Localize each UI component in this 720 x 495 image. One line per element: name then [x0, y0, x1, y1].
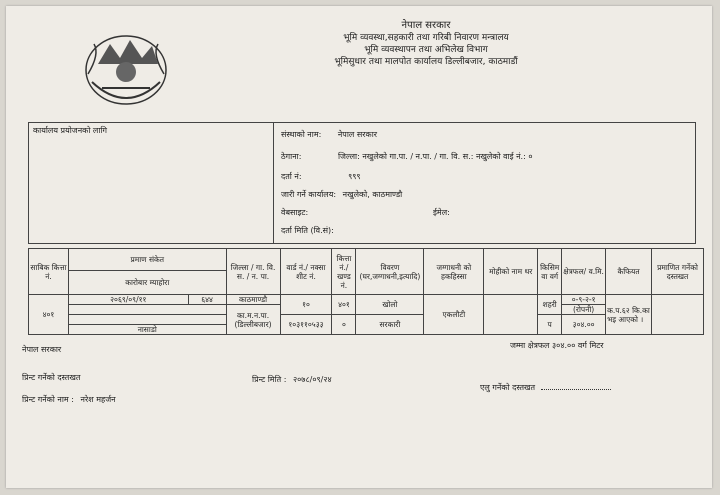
header-ministry: भूमि व्यवस्था,सहकारी तथा गरिबी निवारण मन्त्रालय — [343, 33, 509, 43]
reg-no-label: दर्ता नं: — [281, 172, 302, 181]
header-serial: साबिक कित्ता नं. — [29, 249, 69, 295]
reg-no-value: ९९९ — [348, 172, 361, 181]
organization-info-box — [28, 122, 696, 244]
cell-area-c: ३०४.०० — [562, 315, 606, 335]
cell-verifier — [652, 295, 704, 335]
issuing-office-row — [281, 189, 402, 200]
org-name-value: नेपाल सरकार — [337, 130, 378, 139]
cell-empty — [68, 315, 226, 325]
print-name-value: नरेश महर्जन — [80, 395, 116, 404]
header-ward: वार्ड नं./ नक्सा शीट नं. — [280, 249, 332, 295]
issuing-office-value: नखुलेको, काठमाण्डौ — [342, 190, 403, 199]
cell-ward: १० — [280, 295, 332, 315]
header-area: क्षेत्रफल/ व.मि. — [562, 249, 606, 295]
address-row — [281, 151, 532, 162]
print-name-row — [22, 394, 116, 405]
cell-tenant — [484, 295, 538, 335]
cell-area-a: ०-९-२-१ — [562, 295, 606, 305]
cell-area-b: (रोपनी) — [562, 305, 606, 315]
cell-khand: ० — [332, 315, 356, 335]
reg-no-row — [281, 171, 361, 182]
cell-land-type-a: शहरी — [538, 295, 562, 315]
user-signature-label — [480, 382, 611, 393]
cell-remarks: क.प.६२ कि.का भइ आएको । — [606, 295, 652, 335]
cell-serial: ४०१ — [29, 295, 69, 335]
org-name-label: संस्थाको नाम: — [281, 130, 322, 139]
header-certificate: प्रमाण संकेत — [68, 249, 226, 271]
header-verifier: प्रमाणित गर्नेको दस्तखत — [652, 249, 704, 295]
header-remarks: कैफियत — [606, 249, 652, 295]
header-office: भूमिसुधार तथा मालपोत कार्यालय डिल्लीबजार, काठमाडौं — [334, 57, 518, 67]
table-row — [29, 315, 704, 325]
org-name-row — [281, 129, 377, 140]
issuing-office-label: जारी गर्ने कार्यालय: — [281, 190, 337, 199]
header-details: विवरण (घर,जग्गाधनी,इत्यादि) — [356, 249, 424, 295]
table-row — [29, 295, 704, 305]
header-department: भूमि व्यवस्थापन तथा अभिलेख विभाग — [364, 45, 488, 55]
cell-details-c: नासाडो — [68, 325, 226, 335]
print-date-row — [252, 374, 332, 385]
reg-date-label: दर्ता मिति (वि.सं): — [281, 226, 334, 235]
table-header-row — [29, 249, 704, 271]
email-row — [433, 207, 450, 218]
cell-district: काठमाण्डौ — [226, 295, 280, 305]
cell-owner-share: एकलौटी — [424, 295, 484, 335]
website-label: वेबसाइट: — [281, 208, 309, 217]
print-date-value: २०७८/०९/२४ — [292, 375, 332, 384]
header-tenant: मोहीको नाम थर — [484, 249, 538, 295]
header-office-date: कारोबार म्याहोरा — [68, 271, 226, 295]
user-signature-text: एलु गर्नेको दस्तखत — [480, 383, 536, 392]
cell-map-sheet: १०३११०५३३ — [280, 315, 332, 335]
print-name-label: प्रिन्ट गर्नेको नाम : — [22, 395, 74, 404]
email-label: ईमेल: — [433, 208, 450, 217]
header-land-type: किसिम वा वर्ग — [538, 249, 562, 295]
print-date-label: प्रिन्ट मिति : — [252, 375, 287, 384]
cell-details-b: सरकारी — [356, 315, 424, 335]
footer-government: नेपाल सरकार — [22, 345, 62, 354]
header-district: जिल्ला / गा. वि. स. / न. पा. — [226, 249, 280, 295]
document-header — [256, 20, 596, 68]
office-use-label: कार्यालय प्रयोजनको लागि — [33, 126, 108, 135]
nepal-emblem-icon — [80, 24, 172, 110]
header-government: नेपाल सरकार — [401, 20, 451, 31]
cell-date: २०६९/०९/११ — [68, 295, 188, 305]
cell-plot: ४०१ — [332, 295, 356, 315]
reg-date-row — [281, 225, 334, 236]
header-plot: कित्ता नं./ खण्ड नं. — [332, 249, 356, 295]
document-sheet — [6, 6, 712, 488]
cell-empty — [68, 305, 226, 315]
cell-land-type-b: प — [538, 315, 562, 335]
address-label: ठेगाना: — [281, 152, 302, 161]
office-use-column — [29, 123, 274, 243]
address-value: जिल्ला: नखुलेको गा.पा. / न.पा. / गा. वि. स.: नखुलेको वाई नं.: ० — [337, 152, 533, 161]
website-row — [281, 207, 308, 218]
print-signature-label: प्रिन्ट गर्नेको दस्तखत — [22, 373, 81, 382]
header-owner-share: जग्गाधनी को हकहिस्सा — [424, 249, 484, 295]
footer-total-area: जम्मा क्षेत्रफल ३०४.०० वर्ग मिटर — [510, 341, 604, 350]
cell-details-a: खोलो — [356, 295, 424, 315]
cell-vdc: का.म.न.पा. (डिल्लीबजार) — [226, 305, 280, 335]
cell-code: ६४४ — [188, 295, 226, 305]
signature-line — [541, 389, 611, 390]
land-records-table — [28, 248, 704, 335]
